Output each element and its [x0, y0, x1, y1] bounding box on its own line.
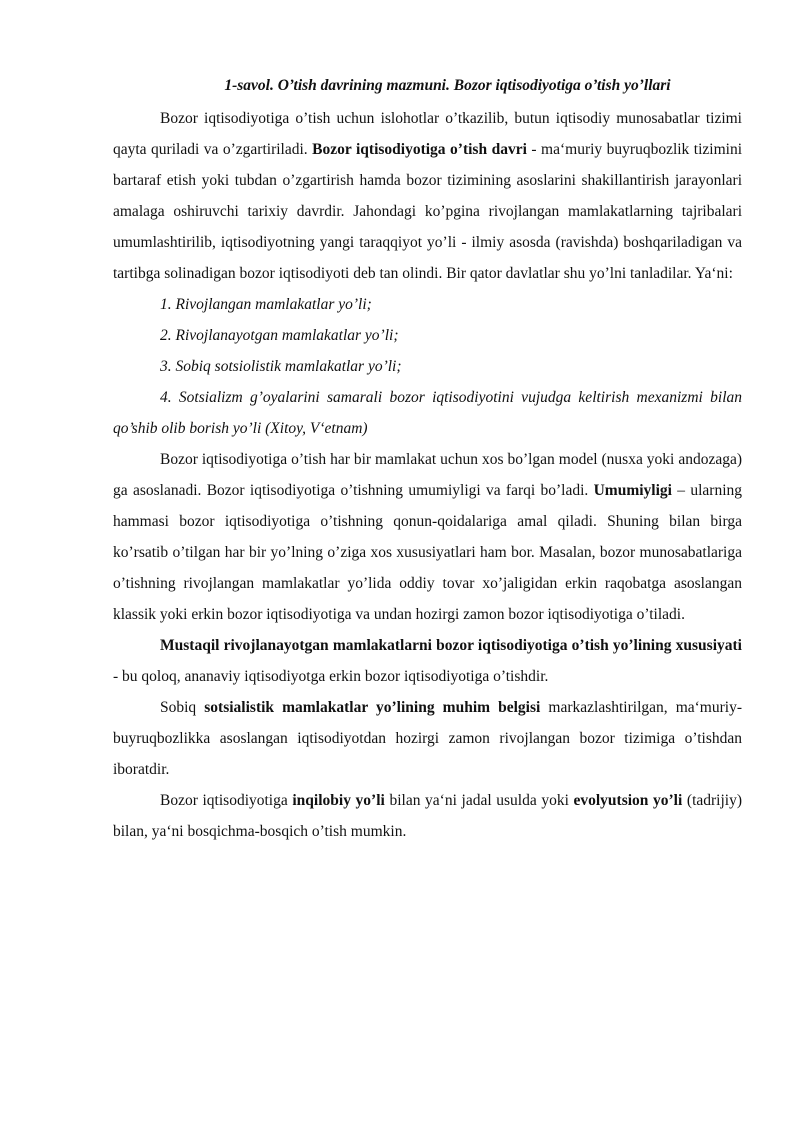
list-item-2: 2. Rivojlanayotgan mamlakatlar yo’li;	[160, 327, 399, 344]
list-item-1: 1. Rivojlangan mamlakatlar yo’li;	[160, 296, 372, 313]
list-item-4-text: 4. Sotsializm g’oyalarini samarali bozor iqtisodiyotini vujudga keltirish mexanizmi bilan qo’shib olib borish yo’li (Xitoy, V‘etnam)	[113, 389, 742, 437]
paragraph-1	[113, 103, 742, 289]
paragraph-3	[113, 630, 742, 692]
paragraph-5-text-a: Bozor iqtisodiyotiga	[160, 792, 293, 809]
paragraph-1-text-a: Bozor iqtisodiyotiga o’tish uchun islohotlar o’tkazilib, butun iqtisodiy munosabatlar tizimi qayta quriladi va o’zgartiriladi.	[113, 110, 742, 158]
paragraph-2-text-a: Bozor iqtisodiyotiga o’tish har bir mamlakat uchun xos bo’lgan model (nusxa yoki andozaga) ga asoslanadi. Bozor iqtisodiyotiga o’tishning umumiyligi va farqi bo’ladi.	[113, 451, 742, 499]
page-title: 1-savol. O’tish davrining mazmuni. Bozor iqtisodiyotiga o’tish yo’llari	[224, 77, 671, 94]
paragraph-3-text-c: - bu qoloq, ananaviy iqtisodiyotga erkin bozor iqtisodiyotiga o’tishdir.	[113, 668, 549, 685]
paragraph-3-bold-term: Mustaqil rivojlanayotgan mamlakatlarni bozor iqtisodiyotiga o’tish yo’lining xususiyati	[160, 637, 742, 654]
paragraph-1-text-c: - ma‘muriy buyruqbozlik tizimini bartaraf etish yoki tubdan o’zgartirish hamda bozor tizimining asoslarini shakillantirish jarayonlari amalaga oshiruvchi tarixiy davrdir. Jahondagi ko’pgina rivojlangan mamlakatlarning tajribalari umumlashtirilib, iqtisodiyotning yangi taraqqiyot yo’li - ilmiy asosda (ravishda) boshqariladigan va tartibga solinadigan bozor iqtisodiyoti deb tan olindi. Bir qator davlatlar shu yo’lni tanladilar. Ya‘ni:	[113, 141, 743, 282]
document-page	[113, 70, 742, 847]
paragraph-2-bold-term: Umumiyligi	[593, 482, 672, 499]
paragraph-2-text-c: – ularning hammasi bozor iqtisodiyotiga o’tishning qonun-qoidalariga amal qiladi. Shuning bilan birga ko’rsatib o’tilgan har bir yo’lning o’ziga xos xususiyatlari ham bor. Masalan, bozor munosabatlariga o’tishning rivojlangan mamlakatlar yo’lida oddiy tovar xo’jaligidan erkin raqobatga asoslangan klassik yoki erkin bozor iqtisodiyotiga va undan hozirgi zamon bozor iqtisodiyotiga o’tiladi.	[113, 482, 742, 623]
paragraph-5	[113, 785, 742, 847]
paragraph-4-text-a: Sobiq	[160, 699, 205, 716]
paragraph-5-bold-term-1: inqilobiy yo’li	[292, 792, 385, 809]
paragraph-4-bold-term: sotsialistik mamlakatlar yo’lining muhim belgisi	[204, 699, 541, 716]
paragraph-5-bold-term-2: evolyutsion yo’li	[573, 792, 683, 809]
list-item-4	[113, 382, 742, 444]
paragraph-1-bold-term: Bozor iqtisodiyotiga o’tish davri	[312, 141, 527, 158]
paragraph-5-text-c: bilan ya‘ni jadal usulda yoki	[384, 792, 574, 809]
paragraph-4	[113, 692, 742, 785]
paragraph-4-text-c: markazlashtirilgan, ma‘muriy-buyruqbozlikka asoslangan iqtisodiyotdan hozirgi zamon rivojlangan bozor tizimiga o’tishdan iboratdir.	[113, 699, 742, 778]
paragraph-5-text-d: (tadrijiy) bilan, ya‘ni bosqichma-bosqich o’tish mumkin.	[113, 792, 742, 840]
list-item-3: 3. Sobiq sotsiolistik mamlakatlar yo’li;	[160, 358, 402, 375]
paragraph-2	[113, 444, 742, 630]
